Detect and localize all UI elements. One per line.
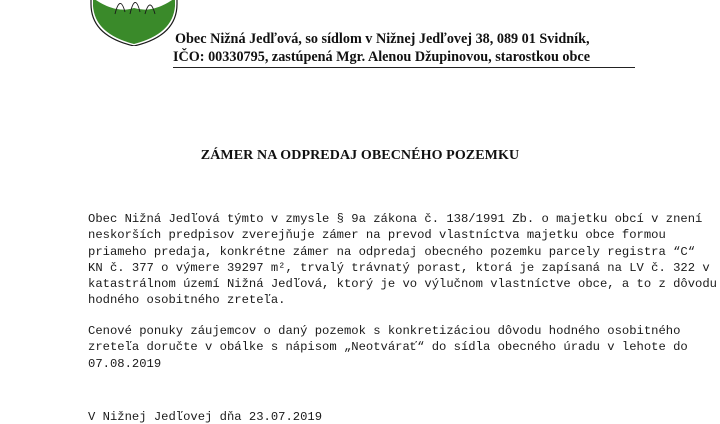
letterhead-line-address: Obec Nižná Jedľová, so sídlom v Nižnej Jedľovej 38, 089 01 Svidník,	[175, 31, 590, 47]
document-title: ZÁMER NA ODPREDAJ OBECNÉHO POZEMKU	[200, 148, 520, 163]
municipal-crest-icon	[85, 0, 183, 46]
paragraph-line: 07.08.2019	[88, 356, 162, 371]
paragraph-intent	[88, 211, 717, 309]
paragraph-line: priameho predaja, konkrétne zámer na odpredaj obecného pozemku parcely registra “C“	[88, 244, 696, 259]
paragraph-line: neskorších predpisov zverejňuje zámer na prevod vlastníctva majetku obce formou	[88, 228, 666, 243]
paragraph-offers	[88, 323, 688, 372]
paragraph-line: Cenové ponuky záujemcov o daný pozemok s konkretizáciou dôvodu hodného osobitného	[88, 324, 681, 338]
paragraph-line: Obec Nižná Jedľová týmto v zmysle § 9a zákona č. 138/1991 Zb. o majetku obcí v znení	[88, 212, 703, 226]
letterhead-divider	[173, 67, 635, 68]
paragraph-line: katastrálnom území Nižná Jedľová, ktorý je vo výlučnom vlastníctve obce, a to z dôvodu	[88, 277, 717, 292]
paragraph-line: zreteľa doručte v obálke s nápisom „Neotvárať“ do sídla obecného úradu v lehote do	[88, 340, 688, 355]
signature-date-line: V Nižnej Jedľovej dňa 23.07.2019	[88, 410, 323, 424]
paragraph-line: KN č. 377 o výmere 39297 m², trvalý trávnatý porast, ktorá je zapísaná na LV č. 322 v	[88, 260, 710, 275]
letterhead-line-ico: IČO: 00330795, zastúpená Mgr. Alenou Džupinovou, starostkou obce	[173, 49, 590, 65]
letterhead	[173, 30, 645, 65]
paragraph-line: hodného osobitného zreteľa.	[88, 293, 286, 308]
